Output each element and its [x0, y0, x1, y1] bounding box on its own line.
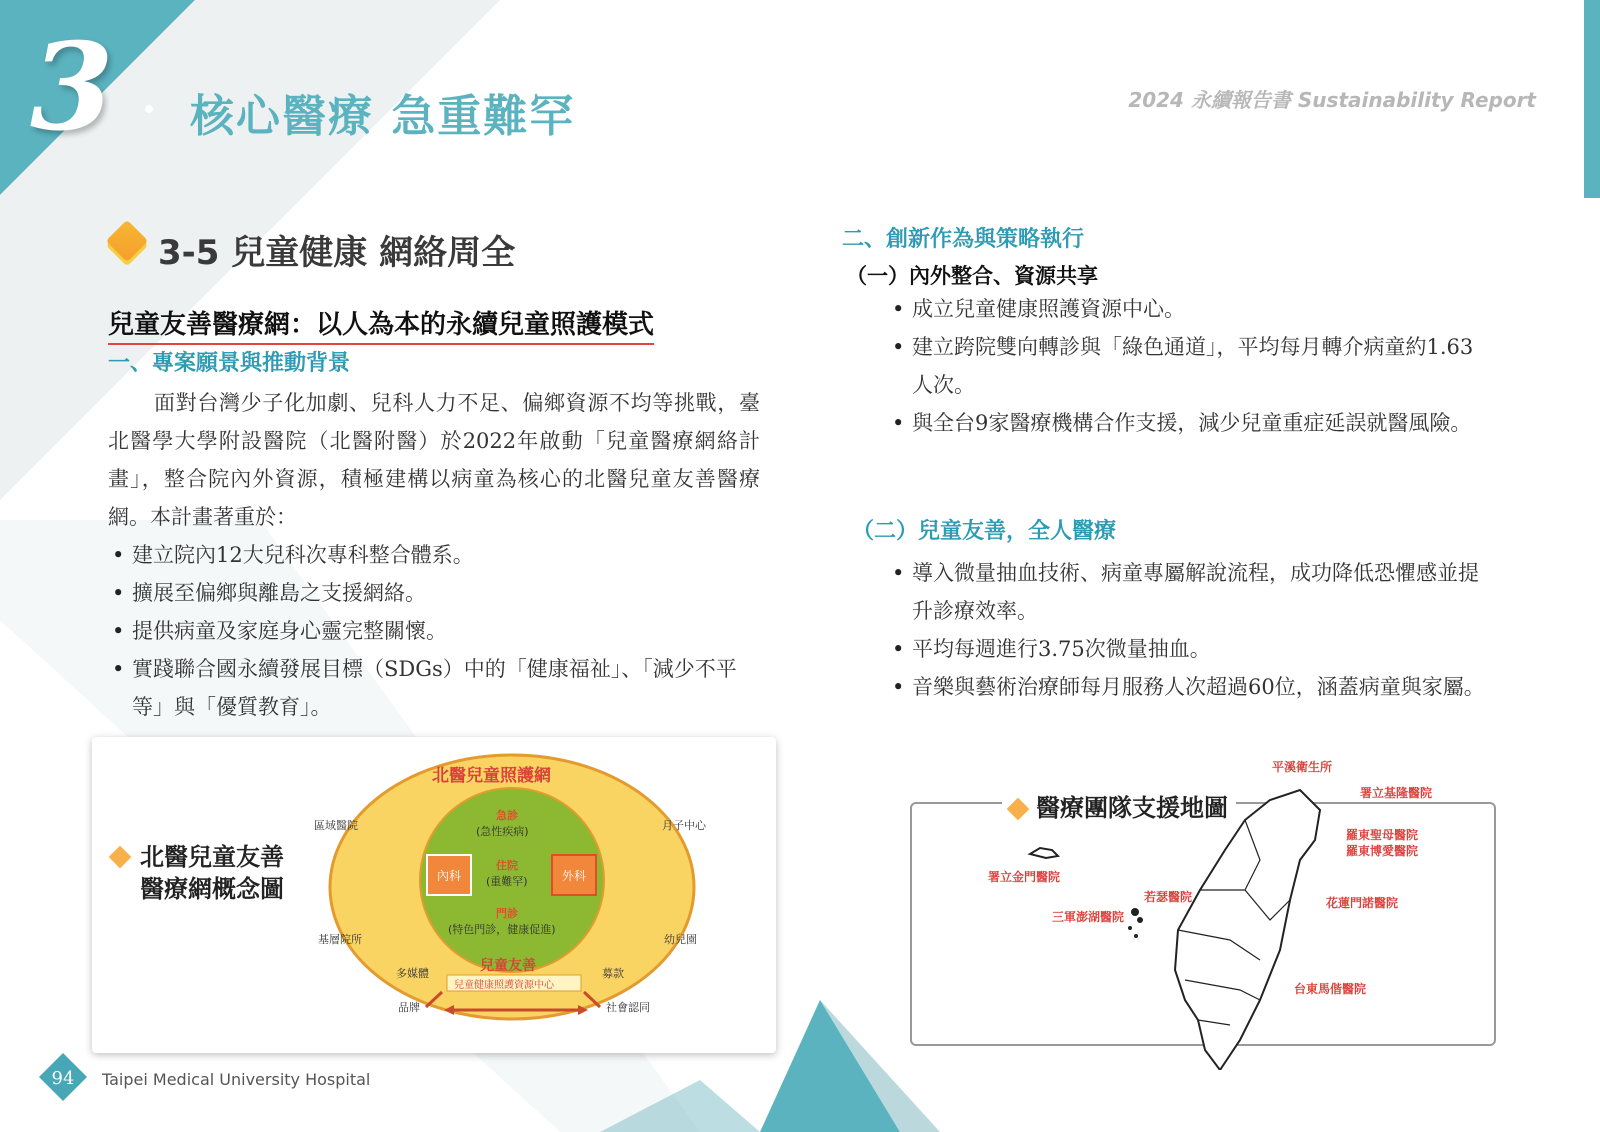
list-item: • 平均每週進行3.75次微量抽血。 — [890, 630, 1494, 668]
diagram-caption-line2: 醫療網概念圖 — [140, 875, 284, 903]
kindergarten-label: 幼兒園 — [664, 933, 697, 946]
section-subtitle: 兒童友善醫療網：以人為本的永續兒童照護模式 — [108, 304, 654, 345]
subheading-friendly: （二）兒童友善，全人醫療 — [852, 519, 1117, 544]
kinmen-island-icon — [1026, 842, 1062, 862]
inpatient-sub: (重難罕) — [486, 875, 528, 888]
side-tab — [1584, 0, 1600, 198]
map-label: 署立基隆醫院 — [1360, 786, 1433, 800]
list-item: • 建立跨院雙向轉診與「綠色通道」，平均每月轉介病童約1.63人次。 — [890, 328, 1494, 404]
outer-title: 北醫兒童照護網 — [432, 766, 551, 786]
map-title-text: 醫療團隊支援地圖 — [1036, 794, 1228, 822]
subheading-integration: （一）內外整合、資源共享 — [846, 263, 1098, 288]
map-label: 羅東聖母醫院 — [1346, 828, 1419, 842]
list-item: • 實踐聯合國永續發展目標（SDGs）中的「健康福祉」、「減少不平等」與「優質教育」。 — [110, 650, 760, 726]
inpatient-label: 住院 — [496, 859, 518, 872]
footer-brand-text: Taipei Medical University Hospital — [102, 1070, 371, 1089]
fundraise-label: 募款 — [602, 967, 624, 980]
map-diamond-icon — [1007, 798, 1030, 821]
brand-label: 品牌 — [398, 1001, 420, 1014]
list-item: • 提供病童及家庭身心靈完整關懷。 — [110, 612, 760, 650]
footer-brand — [102, 1070, 370, 1089]
emergency-label: 急診 — [496, 809, 518, 822]
map-label: 平溪衛生所 — [1272, 760, 1333, 774]
internal-label: 內科 — [437, 869, 462, 883]
list-item: • 擴展至偏鄉與離島之支援網絡。 — [110, 574, 760, 612]
center-label: 兒童健康照護資源中心 — [454, 980, 554, 991]
list-item: • 成立兒童健康照護資源中心。 — [890, 290, 1494, 328]
diagram-caption-line1: 北醫兒童友善 — [140, 843, 284, 871]
heading-vision: 一、專案願景與推動背景 — [108, 351, 351, 376]
map-label: 三軍澎湖醫院 — [1052, 910, 1125, 924]
penghu-islands-icon — [1120, 902, 1160, 952]
list-item: • 建立院內12大兒科次專科整合體系。 — [110, 536, 760, 574]
media-label: 多媒體 — [396, 967, 429, 980]
social-label: 社會認同 — [606, 1001, 650, 1014]
primary-label: 基層院所 — [318, 933, 362, 946]
chapter-number: 3 — [30, 17, 114, 158]
section-title: 3-5 兒童健康 網絡周全 — [158, 233, 516, 273]
surgery-label: 外科 — [562, 869, 587, 883]
outpatient-label: 門診 — [496, 907, 518, 920]
map-label: 台東馬偕醫院 — [1294, 982, 1367, 996]
map-label: 羅東博愛醫院 — [1346, 844, 1419, 858]
right-bullet-list-2 — [890, 554, 1494, 706]
regional-label: 區域醫院 — [314, 819, 358, 832]
map-label: 署立金門醫院 — [988, 870, 1061, 884]
taiwan-map-icon — [1150, 780, 1340, 1070]
map-label: 花蓮門諾醫院 — [1326, 896, 1399, 910]
emergency-sub: (急性疾病) — [476, 825, 529, 838]
report-title: 2024 永續報告書 Sustainability Report — [1128, 88, 1536, 112]
heading-strategy: 二、創新作為與策略執行 — [842, 227, 1085, 252]
page-number: 94 — [51, 1068, 75, 1089]
chapter-dot — [145, 105, 153, 113]
outpatient-sub: (特色門診，健康促進) — [448, 923, 556, 936]
list-item: • 導入微量抽血技術、病童專屬解說流程，成功降低恐懼感並提升診療效率。 — [890, 554, 1494, 630]
right-bullet-list-1 — [890, 290, 1494, 442]
map-label: 若瑟醫院 — [1144, 890, 1193, 904]
list-item: • 音樂與藝術治療師每月服務人次超過60位，涵蓋病童與家屬。 — [890, 668, 1494, 706]
list-item: • 與全台9家醫療機構合作支援，減少兒童重症延誤就醫風險。 — [890, 404, 1494, 442]
friendly-label: 兒童友善 — [480, 958, 536, 974]
chapter-title: 核心醫療 急重難罕 — [190, 91, 576, 142]
postpartum-label: 月子中心 — [662, 819, 706, 832]
intro-paragraph: 面對台灣少子化加劇、兒科人力不足、偏鄉資源不均等挑戰，臺北醫學大學附設醫院（北醫附醫）於2022年啟動「兒童醫療網絡計畫」，整合院內外資源，積極建構以病童為核心的北醫兒童友善醫療網。本計畫著重於： — [108, 391, 760, 529]
concept-diagram-card — [92, 737, 776, 1053]
left-bullet-list — [110, 536, 760, 726]
